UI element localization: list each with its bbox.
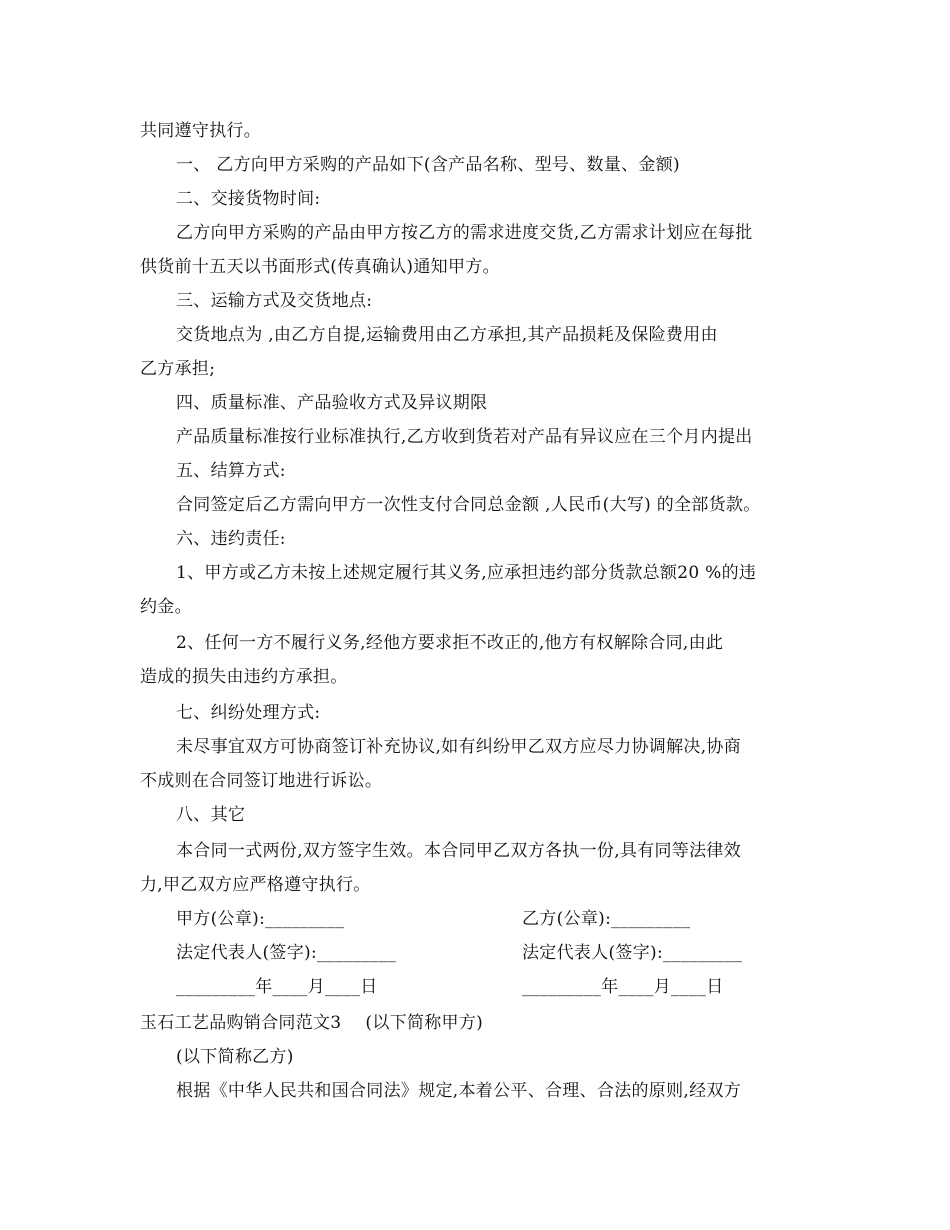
clause-heading: 一、 乙方向甲方采购的产品如下(含产品名称、型号、数量、金额)	[176, 155, 680, 175]
text-line: 合同签定后乙方需向甲方一次性支付合同总金额 ,人民币(大写) 的全部货款。	[176, 495, 761, 515]
text-line: 乙方承担;	[140, 359, 216, 379]
text-line: 乙方向甲方采购的产品由甲方按乙方的需求进度交货,乙方需求计划应在每批	[176, 223, 753, 243]
next-section-title: 玉石工艺品购销合同范文3	[140, 1013, 342, 1033]
clause-heading: 八、其它	[176, 805, 246, 825]
text-line: 造成的损失由违约方承担。	[140, 667, 348, 687]
text-line: 未尽事宜双方可协商签订补充协议,如有纠纷甲乙双方应尽力协调解决,协商	[176, 737, 742, 757]
text-line: 本合同一式两份,双方签字生效。本合同甲乙双方各执一份,具有同等法律效	[176, 841, 742, 861]
party-a-date: _________年____月____日	[176, 977, 378, 997]
clause-heading: 五、结算方式:	[176, 461, 286, 481]
party-b-seal: 乙方(公章):_________	[522, 909, 691, 929]
text-line: 不成则在合同签订地进行诉讼。	[140, 771, 383, 791]
party-a-representative: 法定代表人(签字):_________	[176, 943, 397, 963]
text-line: 2、任何一方不履行义务,经他方要求拒不改正的,他方有权解除合同,由此	[176, 633, 724, 653]
clause-heading: 二、交接货物时间:	[176, 189, 321, 209]
text-line: 产品质量标准按行业标准执行,乙方收到货若对产品有异议应在三个月内提出	[176, 427, 753, 447]
clause-heading: 四、质量标准、产品验收方式及异议期限	[176, 393, 488, 413]
text-line: 供货前十五天以书面形式(传真确认)通知甲方。	[140, 257, 500, 277]
party-b-representative: 法定代表人(签字):_________	[522, 943, 743, 963]
clause-heading: 六、违约责任:	[176, 529, 286, 549]
text-line: 根据《中华人民共和国合同法》规定,本着公平、合理、合法的原则,经双方	[176, 1081, 742, 1101]
party-b-note: (以下简称乙方)	[176, 1047, 294, 1067]
clause-heading: 七、纠纷处理方式:	[176, 703, 321, 723]
clause-heading: 三、运输方式及交货地点:	[176, 291, 373, 311]
party-a-seal: 甲方(公章):_________	[176, 909, 345, 929]
party-b-date: _________年____月____日	[522, 977, 724, 997]
party-a-note: (以下简称甲方)	[365, 1013, 484, 1033]
text-line: 力,甲乙双方应严格遵守执行。	[140, 875, 371, 895]
text-line: 1、甲方或乙方未按上述规定履行其义务,应承担违约部分货款总额20 %的违	[176, 563, 757, 583]
next-section-title-line	[140, 1012, 483, 1034]
text-line: 交货地点为 ,由乙方自提,运输费用由乙方承担,其产品损耗及保险费用由	[176, 325, 718, 345]
text-line: 共同遵守执行。	[140, 121, 262, 141]
text-line: 约金。	[140, 597, 192, 617]
